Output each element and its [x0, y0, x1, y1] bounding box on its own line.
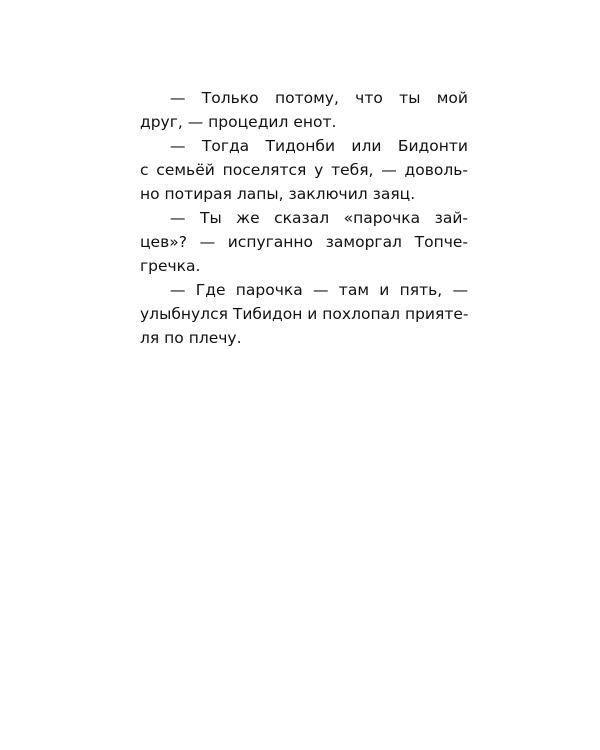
text-line: цев»? — испуганно заморгал Топче-	[140, 233, 468, 251]
text-line: но потирая лапы, заключил заяц.	[140, 185, 416, 203]
text-line: — Где парочка — там и пять, —	[170, 281, 468, 299]
text-line: друг, — процедил енот.	[140, 113, 337, 131]
text-line: с семьёй поселятся у тебя, — доволь-	[140, 161, 468, 179]
text-line: — Только потому, что ты мой	[170, 89, 468, 107]
text-line: улыбнулся Тибидон и похлопал прияте-	[140, 305, 469, 323]
text-line: ля по плечу.	[140, 329, 242, 347]
text-line: гречка.	[140, 257, 201, 275]
story-text	[140, 86, 468, 350]
text-line: — Ты же сказал «парочка зай-	[170, 209, 468, 227]
text-line: — Тогда Тидонби или Бидонти	[170, 137, 468, 155]
